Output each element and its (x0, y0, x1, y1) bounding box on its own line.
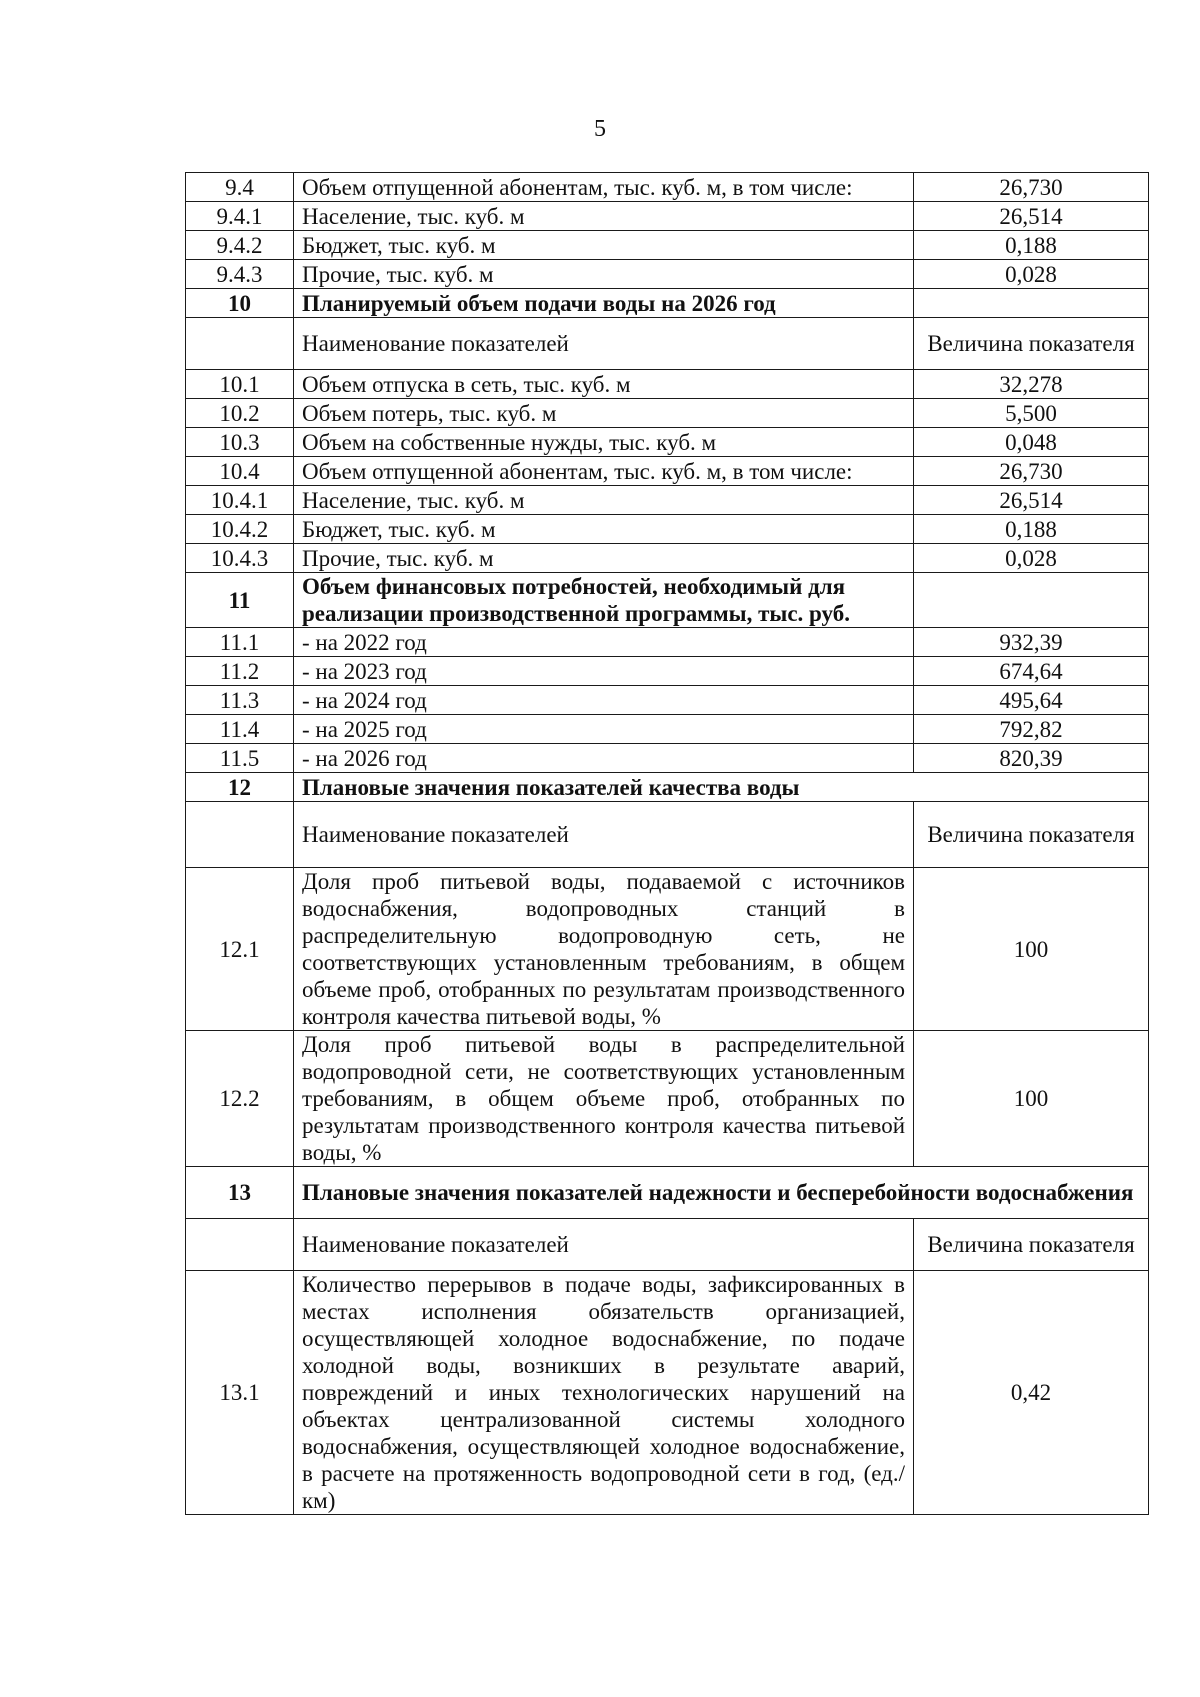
row-number: 9.4.1 (186, 202, 294, 231)
row-number: 11.3 (186, 686, 294, 715)
table-row (186, 744, 1149, 773)
section-number: 10 (186, 289, 294, 318)
header-number (186, 1219, 294, 1271)
indicator-name: Население, тыс. куб. м (294, 486, 914, 515)
header-number (186, 802, 294, 868)
indicator-name: Объем на собственные нужды, тыс. куб. м (294, 428, 914, 457)
indicator-name: - на 2026 год (294, 744, 914, 773)
row-number: 10.3 (186, 428, 294, 457)
row-number: 11.5 (186, 744, 294, 773)
indicator-value: 26,514 (914, 486, 1149, 515)
section-number: 13 (186, 1167, 294, 1219)
table-row (186, 457, 1149, 486)
indicator-name: Прочие, тыс. куб. м (294, 260, 914, 289)
indicator-name: Население, тыс. куб. м (294, 202, 914, 231)
table-row (186, 802, 1149, 868)
table-row (186, 231, 1149, 260)
indicator-value: 26,730 (914, 457, 1149, 486)
column-header-name: Наименование показателей (294, 802, 914, 868)
section-title: Объем финансовых потребностей, необходимый для реализации производственной программы, тыс. руб. (294, 573, 914, 628)
indicator-value: 0,188 (914, 515, 1149, 544)
indicator-value: 792,82 (914, 715, 1149, 744)
row-number: 10.4.1 (186, 486, 294, 515)
indicator-value: 495,64 (914, 686, 1149, 715)
table-row (186, 773, 1149, 802)
indicators-table-body (186, 173, 1149, 1515)
column-header-name: Наименование показателей (294, 1219, 914, 1271)
section-number: 11 (186, 573, 294, 628)
indicator-name: Бюджет, тыс. куб. м (294, 231, 914, 260)
section-value (914, 573, 1149, 628)
row-number: 9.4.2 (186, 231, 294, 260)
indicator-name: Объем потерь, тыс. куб. м (294, 399, 914, 428)
indicator-value: 0,028 (914, 544, 1149, 573)
indicator-value: 0,42 (914, 1271, 1149, 1515)
page-number: 5 (594, 116, 606, 142)
table-row (186, 289, 1149, 318)
row-number: 10.4 (186, 457, 294, 486)
indicator-value: 0,188 (914, 231, 1149, 260)
indicator-value: 932,39 (914, 628, 1149, 657)
row-number: 10.2 (186, 399, 294, 428)
indicator-name: Доля проб питьевой воды в распределительной водопроводной сети, не соответствующих установленным требованиям, в общем объеме проб, отобранных по результатам производственного контроля качества питьевой воды, % (294, 1031, 914, 1167)
section-title: Плановые значения показателей качества воды (294, 773, 1149, 802)
header-number (186, 318, 294, 370)
indicator-name: - на 2022 год (294, 628, 914, 657)
row-number: 13.1 (186, 1271, 294, 1515)
column-header-value: Величина показателя (914, 802, 1149, 868)
indicator-value: 820,39 (914, 744, 1149, 773)
indicator-name: Количество перерывов в подаче воды, зафиксированных в местах исполнения обязательств организацией, осуществляющей холодное водоснабжение, по подаче холодной воды, возникших в результате аварий, повреждений и иных технологических нарушений на объектах централизованной системы холодного водоснабжения, осуществляющей холодное водоснабжение, в расчете на протяженность водопроводной сети в год, (ед./км) (294, 1271, 914, 1515)
column-header-value: Величина показателя (914, 318, 1149, 370)
column-header-name: Наименование показателей (294, 318, 914, 370)
table-row (186, 1031, 1149, 1167)
row-number: 9.4.3 (186, 260, 294, 289)
row-number: 10.4.2 (186, 515, 294, 544)
indicator-name: Бюджет, тыс. куб. м (294, 515, 914, 544)
indicator-value: 0,028 (914, 260, 1149, 289)
table-row (186, 544, 1149, 573)
row-number: 11.4 (186, 715, 294, 744)
table-row (186, 868, 1149, 1031)
indicator-name: Прочие, тыс. куб. м (294, 544, 914, 573)
indicator-value: 26,730 (914, 173, 1149, 202)
column-header-value: Величина показателя (914, 1219, 1149, 1271)
indicator-name: - на 2023 год (294, 657, 914, 686)
table-row (186, 428, 1149, 457)
indicator-name: - на 2024 год (294, 686, 914, 715)
indicator-value: 100 (914, 868, 1149, 1031)
row-number: 9.4 (186, 173, 294, 202)
table-row (186, 318, 1149, 370)
table-row (186, 202, 1149, 231)
indicator-name: Объем отпуска в сеть, тыс. куб. м (294, 370, 914, 399)
indicator-name: Доля проб питьевой воды, подаваемой с источников водоснабжения, водопроводных станций в распределительную водопроводную сеть, не соответствующих установленным требованиям, в общем объеме проб, отобранных по результатам производственного контроля качества питьевой воды, % (294, 868, 914, 1031)
table-row (186, 486, 1149, 515)
table-row (186, 573, 1149, 628)
table-row (186, 1219, 1149, 1271)
table-row (186, 1167, 1149, 1219)
indicator-value: 0,048 (914, 428, 1149, 457)
indicator-name: Объем отпущенной абонентам, тыс. куб. м, в том числе: (294, 173, 914, 202)
indicator-name: Объем отпущенной абонентам, тыс. куб. м, в том числе: (294, 457, 914, 486)
row-number: 10.1 (186, 370, 294, 399)
indicator-name: - на 2025 год (294, 715, 914, 744)
row-number: 12.2 (186, 1031, 294, 1167)
table-row (186, 173, 1149, 202)
table-row (186, 628, 1149, 657)
indicators-table (185, 172, 1149, 1515)
table-row (186, 370, 1149, 399)
table-row (186, 515, 1149, 544)
section-number: 12 (186, 773, 294, 802)
table-row (186, 657, 1149, 686)
table-row (186, 686, 1149, 715)
row-number: 11.1 (186, 628, 294, 657)
row-number: 11.2 (186, 657, 294, 686)
table-row (186, 399, 1149, 428)
section-title: Планируемый объем подачи воды на 2026 год (294, 289, 914, 318)
table-row (186, 715, 1149, 744)
indicator-value: 5,500 (914, 399, 1149, 428)
indicator-value: 26,514 (914, 202, 1149, 231)
section-title: Плановые значения показателей надежности и бесперебойности водоснабжения (294, 1167, 1149, 1219)
indicator-value: 674,64 (914, 657, 1149, 686)
indicator-value: 100 (914, 1031, 1149, 1167)
indicator-value: 32,278 (914, 370, 1149, 399)
row-number: 12.1 (186, 868, 294, 1031)
section-value (914, 289, 1149, 318)
table-row (186, 260, 1149, 289)
table-row (186, 1271, 1149, 1515)
row-number: 10.4.3 (186, 544, 294, 573)
